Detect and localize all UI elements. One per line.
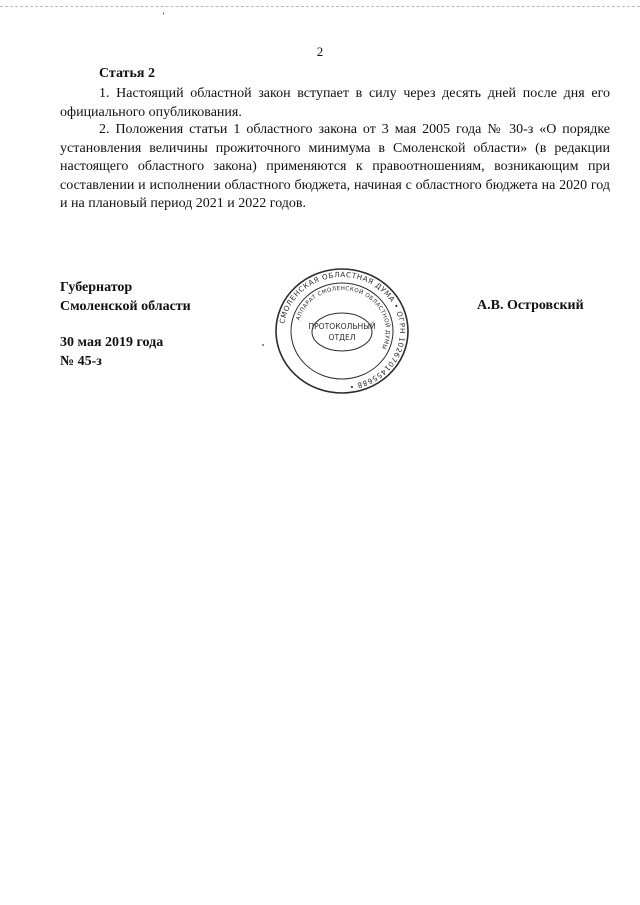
scan-speck	[262, 344, 264, 346]
seal-outer-text: СМОЛЕНСКАЯ ОБЛАСТНАЯ ДУМА • ОГРН 1026701455688 •	[277, 269, 408, 392]
seal-inner-ring	[291, 283, 393, 379]
signatory-position-line1: Губернатор	[60, 280, 133, 295]
seal-inner-text: АППАРАТ СМОЛЕНСКОЙ ОБЛАСТНОЙ ДУМЫ	[295, 285, 391, 351]
scan-speck	[163, 12, 164, 15]
seal-center-line1: ПРОТОКОЛЬНЫЙ	[308, 322, 376, 331]
signatory-name: А.В. Островский	[477, 298, 584, 313]
seal-center-oval	[312, 313, 372, 351]
scan-edge-line	[0, 6, 640, 7]
law-number: № 45-з	[60, 354, 102, 369]
signatory-position-line2: Смоленской области	[60, 299, 191, 314]
article-heading: Статья 2	[99, 66, 155, 81]
law-date: 30 мая 2019 года	[60, 335, 164, 350]
page-number: 2	[316, 44, 324, 59]
signatory-position	[60, 278, 191, 316]
law-date-number	[60, 333, 163, 371]
seal-center-line2: ОТДЕЛ	[328, 333, 356, 342]
article-paragraph-1: 1. Настоящий областной закон вступает в силу через десять дней после дня его официального опубликования.	[60, 86, 610, 120]
official-seal-stamp	[272, 266, 412, 396]
article-paragraph-2: 2. Положения статьи 1 областного закона от 3 мая 2005 года № 30-з «О порядке установления величины прожиточного минимума в Смоленской области» (в редакции настоящего областного закона) применяются к правоотношениям, возникающим при составлении и исполнении областного бюджета, начиная с областного бюджета на 2020 год и на плановый период 2021 и 2022 годов.	[60, 122, 610, 212]
